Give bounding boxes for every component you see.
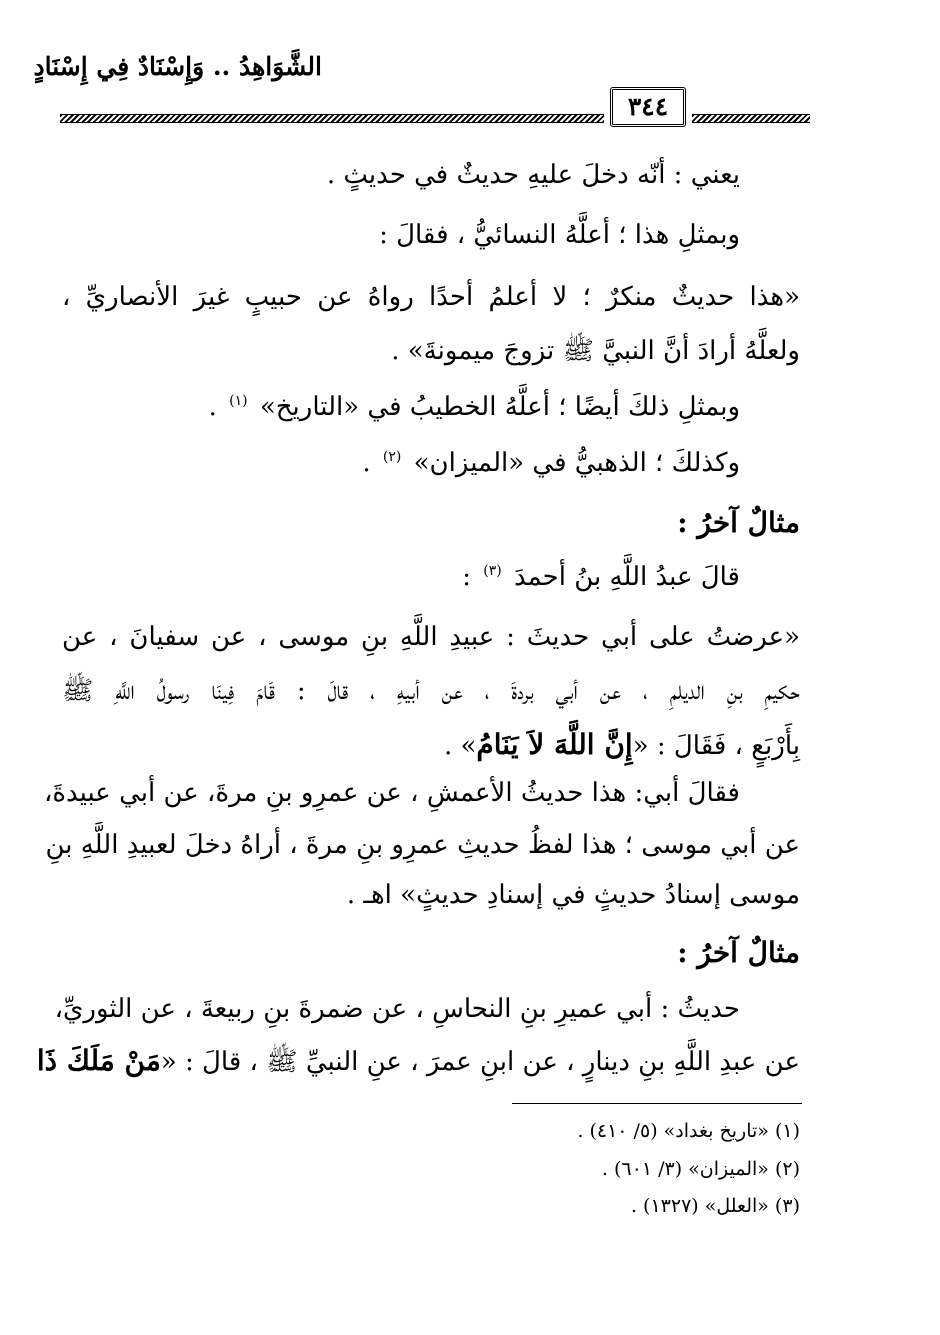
footnote-separator xyxy=(512,1103,802,1104)
paragraph-end: . xyxy=(208,392,217,422)
quote-line xyxy=(62,728,800,761)
paragraph-line: يعني : أنّه دخلَ عليهِ حديثٌ في حديثٍ . xyxy=(326,160,740,190)
footnote-ref[interactable]: (٣) xyxy=(483,563,502,580)
quote-text: » . xyxy=(443,731,477,761)
header-rule-left xyxy=(60,114,604,123)
hadith-text: مَنْ مَلَكَ ذَا xyxy=(36,1044,161,1077)
paragraph-line: وبمثلِ هذا ؛ أعلَّهُ النسائيُّ ، فقالَ : xyxy=(379,220,740,250)
paragraph-line xyxy=(62,392,740,422)
paragraph-line xyxy=(62,448,740,478)
section-heading: مثالٌ آخرُ : xyxy=(677,936,800,969)
paragraph-text: عن عبدِ اللَّهِ بنِ دينارٍ ، عن ابنِ عمرَ ، عنِ النبيِّ ﷺ ، قالَ : « xyxy=(160,1047,800,1077)
paragraph-line: حديثُ : أبي عميرِ بنِ النحاسِ ، عن ضمرةَ بنِ ربيعةَ ، عن الثوريِّ، xyxy=(54,994,740,1024)
paragraph-text: قالَ عبدُ اللَّهِ بنُ أحمدَ xyxy=(513,562,740,592)
paragraph-line xyxy=(62,562,740,592)
quote-text: بِأَرْبَعٍ ، فَقَالَ : « xyxy=(632,731,800,761)
footnote: (٣) «العلل» (١٣٢٧) . xyxy=(630,1195,800,1217)
paragraph-text: وبمثلِ ذلكَ أيضًا ؛ أعلَّهُ الخطيبُ في «التاريخ» xyxy=(259,392,740,422)
paragraph-line: فقالَ أبي: هذا حديثُ الأعمشِ ، عن عمرِو بنِ مرةَ، عن أبي عبيدةَ، xyxy=(43,778,740,808)
quote-line: حكيمِ بنِ الديلمِ ، عن أبي بردةَ ، عن أبيهِ ، قالَ : قَامَ فِينَا رسولُ اللَّهِ ﷺ xyxy=(62,676,800,706)
quote-line: «عرضتُ على أبي حديثَ : عبيدِ اللَّهِ بنِ موسى ، عن سفيانَ ، عن xyxy=(62,622,800,652)
paragraph-line: عن أبي موسى ؛ هذا لفظُ حديثِ عمرِو بنِ مرةَ ، أراهُ دخلَ لعبيدِ اللَّهِ بنِ xyxy=(45,830,800,860)
paragraph-end: : xyxy=(462,562,471,592)
running-title: الشَّوَاهِدُ .. وَإِسْنَادٌ فِي إِسْنَادٍ xyxy=(33,52,322,81)
section-heading: مثالٌ آخرُ : xyxy=(677,506,800,539)
paragraph-line: موسى إسنادُ حديثٍ في إسنادِ حديثٍ» اهـ . xyxy=(346,880,800,910)
hadith-text: إِنَّ اللَّهَ لاَ يَنَامُ xyxy=(476,728,633,761)
quote-line: ولعلَّهُ أرادَ أنَّ النبيَّ ﷺ تزوجَ ميمونةَ» . xyxy=(391,336,800,366)
page-number: ٣٤٤ xyxy=(610,87,686,127)
header-rule-right xyxy=(692,114,810,123)
paragraph-end: . xyxy=(362,448,371,478)
footnote: (٢) «الميزان» (٣/ ٦٠١) . xyxy=(601,1158,800,1180)
paragraph-line xyxy=(36,1044,800,1083)
paragraph-text: وكذلكَ ؛ الذهبيُّ في «الميزان» xyxy=(413,448,740,478)
quote-line: «هذا حديثٌ منكرٌ ؛ لا أعلمُ أحدًا رواهُ عن حبيبٍ غيرَ الأنصاريِّ ، xyxy=(62,282,800,312)
footnote-ref[interactable]: (١) xyxy=(229,393,248,410)
footnote-ref[interactable]: (٢) xyxy=(382,449,402,466)
footnote: (١) «تاريخ بغداد» (٥/ ٤١٠) . xyxy=(577,1120,800,1142)
